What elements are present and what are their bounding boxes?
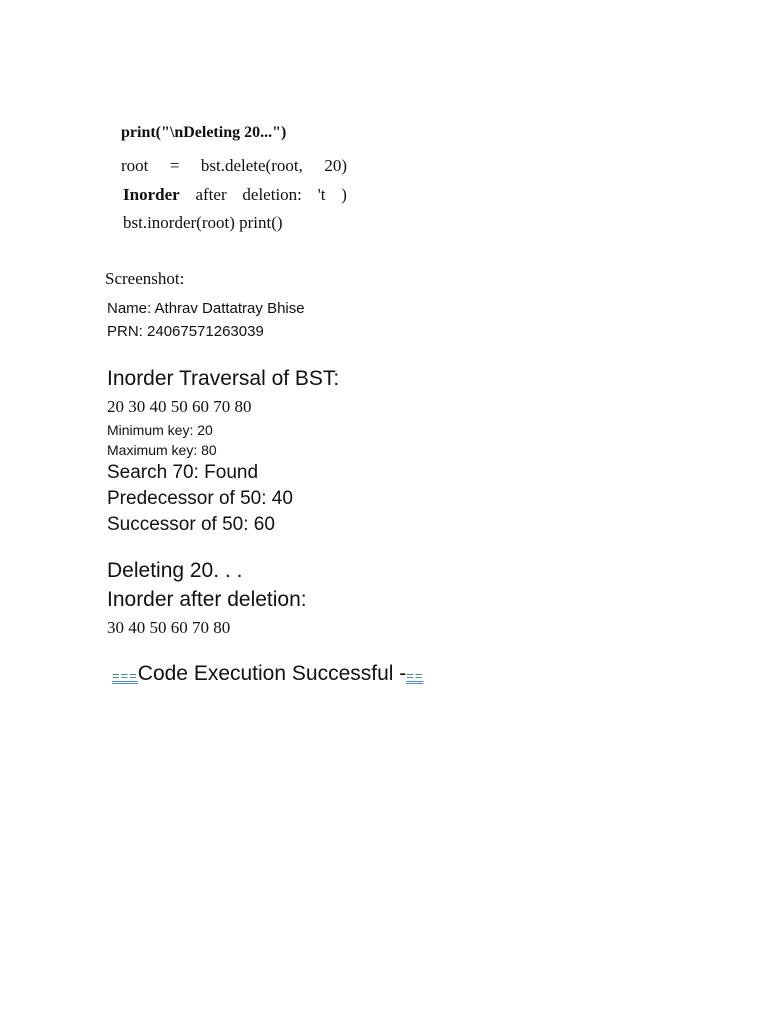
- code-token: bst.delete(root,: [200, 156, 303, 175]
- execution-status: [112, 662, 423, 686]
- deleting-message: Deleting 20. . .: [107, 559, 243, 582]
- code-token: 't: [317, 185, 326, 204]
- code-line-inorder-print: [123, 185, 347, 205]
- code-token: root: [121, 156, 149, 175]
- status-text: Code Execution Successful -: [137, 662, 407, 685]
- code-token: =: [169, 156, 180, 175]
- inorder-values: 20 30 40 50 60 70 80: [107, 397, 252, 416]
- search-result: Search 70: Found: [107, 462, 259, 483]
- inorder-heading: Inorder Traversal of BST:: [107, 367, 340, 390]
- status-prefix-marker: ===: [112, 668, 138, 683]
- predecessor-result: Predecessor of 50: 40: [107, 488, 293, 509]
- maximum-key: Maximum key: 80: [107, 442, 217, 458]
- code-token: Inorder: [123, 185, 180, 204]
- status-suffix-marker: ==: [406, 668, 424, 683]
- screenshot-label: Screenshot:: [105, 269, 185, 288]
- code-token: 20): [324, 156, 347, 175]
- code-token: after: [195, 185, 227, 204]
- after-deletion-values: 30 40 50 60 70 80: [107, 618, 231, 637]
- minimum-key: Minimum key: 20: [107, 422, 213, 438]
- code-token: deletion:: [242, 185, 302, 204]
- student-prn: PRN: 24067571263039: [107, 323, 264, 340]
- successor-result: Successor of 50: 60: [107, 514, 275, 535]
- code-line-print-deleting: print("\nDeleting 20..."): [121, 124, 287, 141]
- code-line-delete: [121, 156, 347, 176]
- code-token: ): [341, 185, 347, 204]
- code-line-inorder-call: bst.inorder(root) print(): [123, 213, 283, 232]
- after-deletion-heading: Inorder after deletion:: [107, 588, 307, 611]
- student-name: Name: Athrav Dattatray Bhise: [107, 300, 305, 317]
